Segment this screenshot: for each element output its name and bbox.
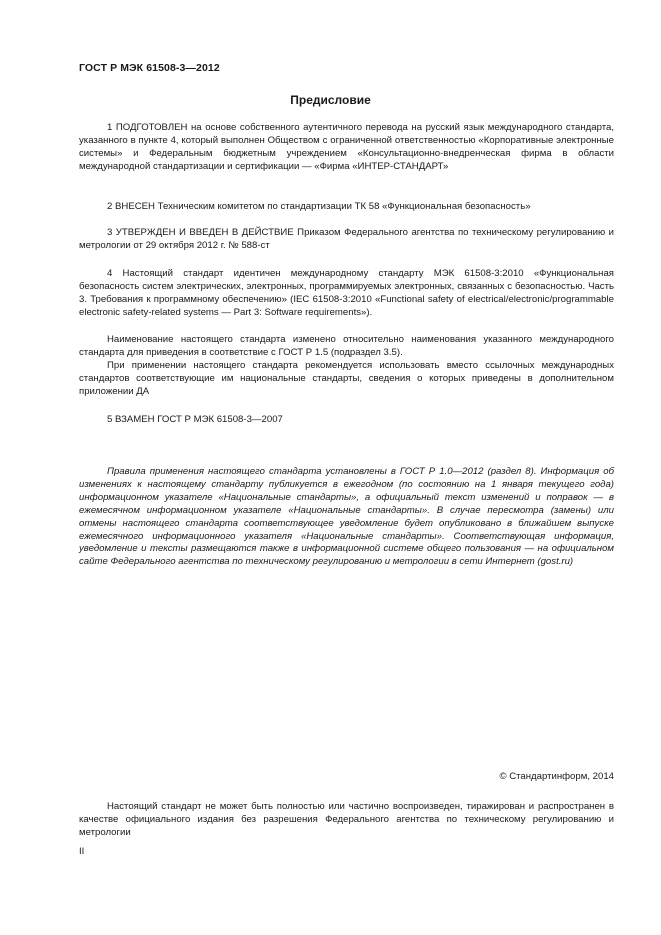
- paragraph-name-change: Наименование настоящего стандарта изменено относительно наименования указанного международного стандарта для приведения в соответствие с ГОСТ Р 1.5 (подраздел 3.5).: [79, 334, 614, 358]
- paragraph-prepared: 1 ПОДГОТОВЛЕН на основе собственного аутентичного перевода на русский язык международного стандарта, указанного в пункте 4, который выполнен Обществом с ограниченной ответственностью «Корпоративные электронные системы» и Федеральным бюджетным учреждением «Консультационно-внедренческая фирма в области международной стандартизации и сертификации — «Фирма «ИНТЕР-СТАНДАРТ»: [79, 122, 614, 172]
- copyright-line: © Стандартинформ, 2014: [499, 771, 614, 782]
- application-notice: Правила применения настоящего стандарта установлены в ГОСТ Р 1.0—2012 (раздел 8). Информация об изменениях к настоящему стандарту публикуется в ежегодном (по состоянию на 1 января текущего года) информационном указателе «Национальные стандарты», а официальный текст изменений и поправок — в ежемесячном информационном указателе «Национальные стандарты». В случае пересмотра (замены) или отмены настоящего стандарта соответствующее уведомление будет опубликовано в ближайшем выпуске ежемесячного информационного указателя «Национальные стандарты». Соответствующая информация, уведомление и тексты размещаются также в информационной системе общего пользования — на официальном сайте Федерального агентства по техническому регулированию и метрологии в сети Интернет (gost.ru): [79, 466, 614, 568]
- paragraph-approved: 3 УТВЕРЖДЕН И ВВЕДЕН В ДЕЙСТВИЕ Приказом Федерального агентства по техническому регулированию и метрологии от 29 октября 2012 г. № 588-ст: [79, 227, 614, 251]
- paragraph-submitted: 2 ВНЕСЕН Техническим комитетом по стандартизации ТК 58 «Функциональная безопасность»: [107, 201, 531, 212]
- paragraph-identical: 4 Настоящий стандарт идентичен международному стандарту МЭК 61508-3:2010 «Функциональная безопасность систем электрических, электронных, программируемых электронных, связанных с безопасностью. Часть 3. Требования к программному обеспечению» (IEC 61508-3:2010 «Functional safety of electrical/electronic/programmable electronic safety-related systems — Part 3: Software requirements»).: [79, 268, 614, 318]
- reproduction-notice: Настоящий стандарт не может быть полностью или частично воспроизведен, тиражирован и распространен в качестве официального издания без разрешения Федерального агентства по техническому регулированию и метрологии: [79, 801, 614, 838]
- section-title: Предисловие: [290, 93, 371, 107]
- page-number: II: [79, 846, 85, 857]
- paragraph-reference-usage: При применении настоящего стандарта рекомендуется использовать вместо ссылочных международных стандартов соответствующие им национальные стандарты, сведения о которых приведены в дополнительном приложении ДА: [79, 360, 614, 397]
- paragraph-replaces: 5 ВЗАМЕН ГОСТ Р МЭК 61508-3—2007: [107, 414, 283, 425]
- standard-header: ГОСТ Р МЭК 61508-3—2012: [79, 62, 220, 74]
